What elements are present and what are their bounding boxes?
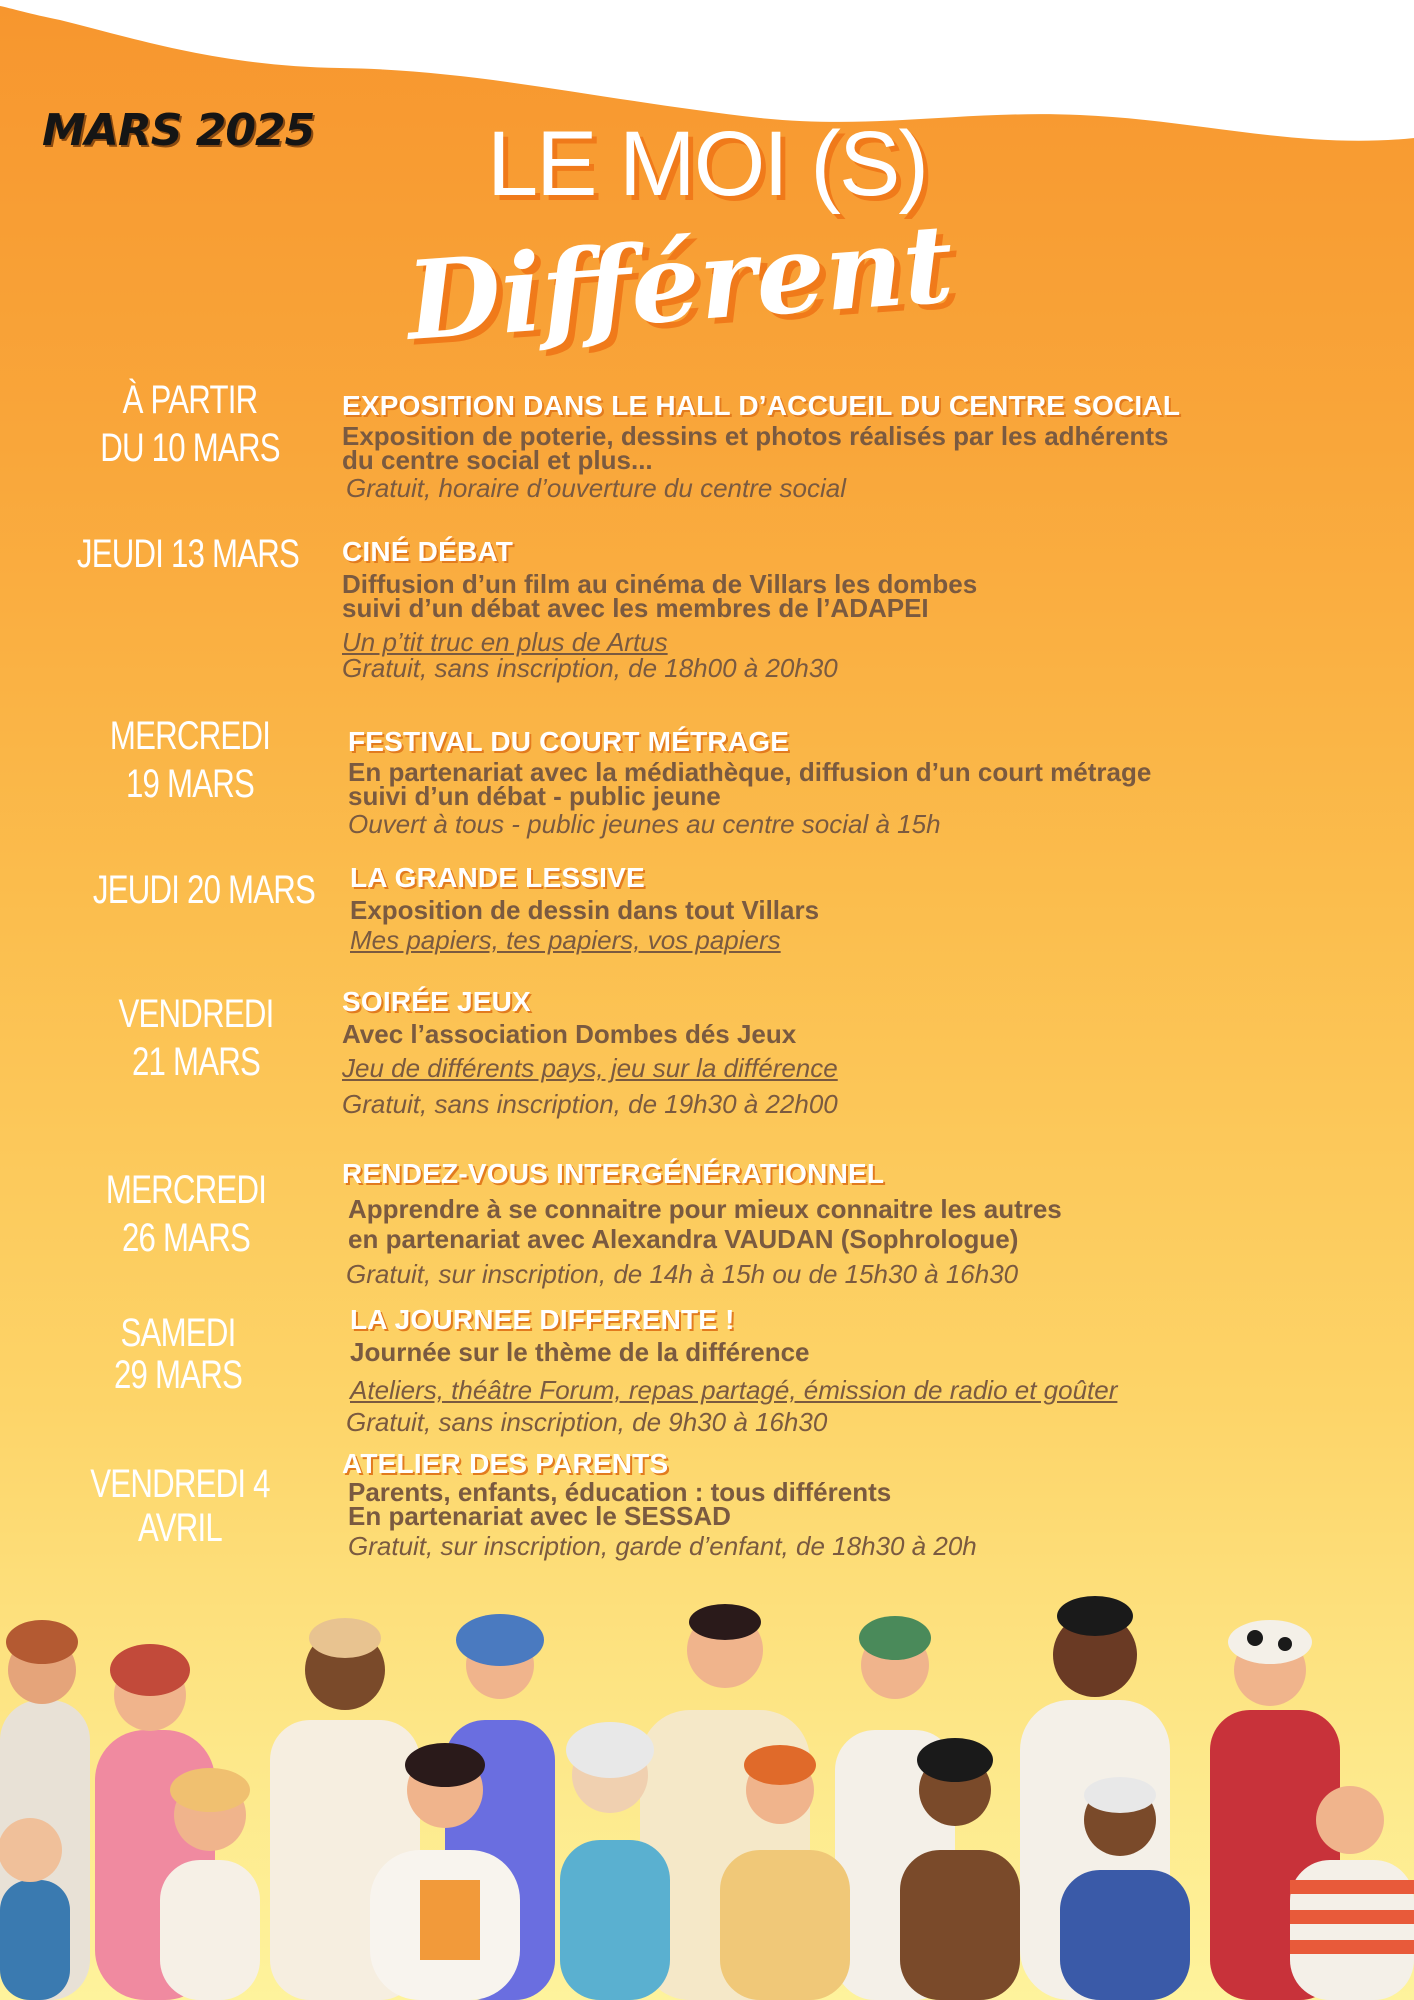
event-link[interactable]: Mes papiers, tes papiers, vos papiers <box>350 925 781 955</box>
event-description: En partenariat avec la médiathèque, diffusion d’un court métrage <box>348 757 1152 787</box>
event-date: MERCREDI 19 MARS <box>109 714 271 806</box>
event-description: en partenariat avec Alexandra VAUDAN (Sophrologue) <box>348 1224 1019 1254</box>
event-title: EXPOSITION DANS LE HALL D’ACCUEIL DU CENTRE SOCIAL <box>342 390 1181 421</box>
crowd-illustration <box>0 1580 1414 2000</box>
event-details <box>346 1304 1370 1438</box>
event-description: Diffusion d’un film au cinéma de Villars les dombes <box>342 569 978 599</box>
event-date: VENDREDI 21 MARS <box>118 992 274 1084</box>
event-date: JEUDI 13 MARS <box>76 532 300 576</box>
event-info: Gratuit, sans inscription, de 19h30 à 22h00 <box>342 1089 838 1119</box>
event-details <box>342 536 1362 684</box>
event-description: Avec l’association Dombes dés Jeux <box>342 1019 797 1049</box>
event-title: SOIRÉE JEUX <box>342 986 531 1017</box>
poster-subtitle: Différent <box>402 201 958 365</box>
month-label: MARS 2025 <box>42 105 315 156</box>
event-description: du centre social et plus... <box>342 445 653 475</box>
event-link[interactable]: Ateliers, théâtre Forum, repas partagé, émission de radio et goûter <box>350 1375 1118 1405</box>
event-title: CINÉ DÉBAT <box>342 536 514 567</box>
event-description: Exposition de dessin dans tout Villars <box>350 895 820 925</box>
event-details <box>342 1448 1362 1562</box>
event-info: Gratuit, sur inscription, de 14h à 15h ou de 15h30 à 16h30 <box>346 1259 1019 1289</box>
event-info: Gratuit, sans inscription, de 18h00 à 20h30 <box>342 653 838 683</box>
poster-title: LE MOI (S) <box>486 113 928 215</box>
event-description: Parents, enfants, éducation : tous différents <box>348 1477 892 1507</box>
event-details <box>348 726 1368 840</box>
event-info: Gratuit, sur inscription, garde d’enfant, de 18h30 à 20h <box>348 1531 977 1561</box>
event-info: Gratuit, sans inscription, de 9h30 à 16h30 <box>346 1407 828 1437</box>
event-date: JEUDI 20 MARS <box>92 868 316 912</box>
event-date: VENDREDI 4 AVRIL <box>90 1462 270 1550</box>
event-link[interactable]: Jeu de différents pays, jeu sur la différence <box>342 1053 838 1083</box>
event-date: À PARTIR DU 10 MARS <box>100 378 280 470</box>
event-details <box>350 862 1370 956</box>
event-title: RENDEZ-VOUS INTERGÉNÉRATIONNEL <box>342 1158 885 1189</box>
event-details <box>342 986 1362 1120</box>
event-details <box>342 390 1362 504</box>
event-date: SAMEDI 29 MARS <box>113 1311 243 1397</box>
event-info: Gratuit, horaire d’ouverture du centre social <box>346 473 847 503</box>
event-title: ATELIER DES PARENTS <box>342 1448 669 1479</box>
event-description: Apprendre à se connaitre pour mieux connaitre les autres <box>348 1194 1062 1224</box>
event-description: Journée sur le thème de la différence <box>350 1337 810 1367</box>
event-description: En partenariat avec le SESSAD <box>348 1501 731 1531</box>
event-description: suivi d’un débat - public jeune <box>348 781 721 811</box>
event-title: LA GRANDE LESSIVE <box>350 862 645 893</box>
event-title: LA JOURNEE DIFFERENTE ! <box>350 1304 735 1335</box>
event-date: MERCREDI 26 MARS <box>105 1168 267 1260</box>
event-info: Ouvert à tous - public jeunes au centre social à 15h <box>348 809 941 839</box>
event-description: suivi d’un débat avec les membres de l’ADAPEI <box>342 593 929 623</box>
event-link[interactable]: Un p’tit truc en plus de Artus <box>342 627 668 657</box>
event-title: FESTIVAL DU COURT MÉTRAGE <box>348 726 790 757</box>
event-description: Exposition de poterie, dessins et photos réalisés par les adhérents <box>342 421 1169 451</box>
event-details <box>342 1158 1362 1290</box>
